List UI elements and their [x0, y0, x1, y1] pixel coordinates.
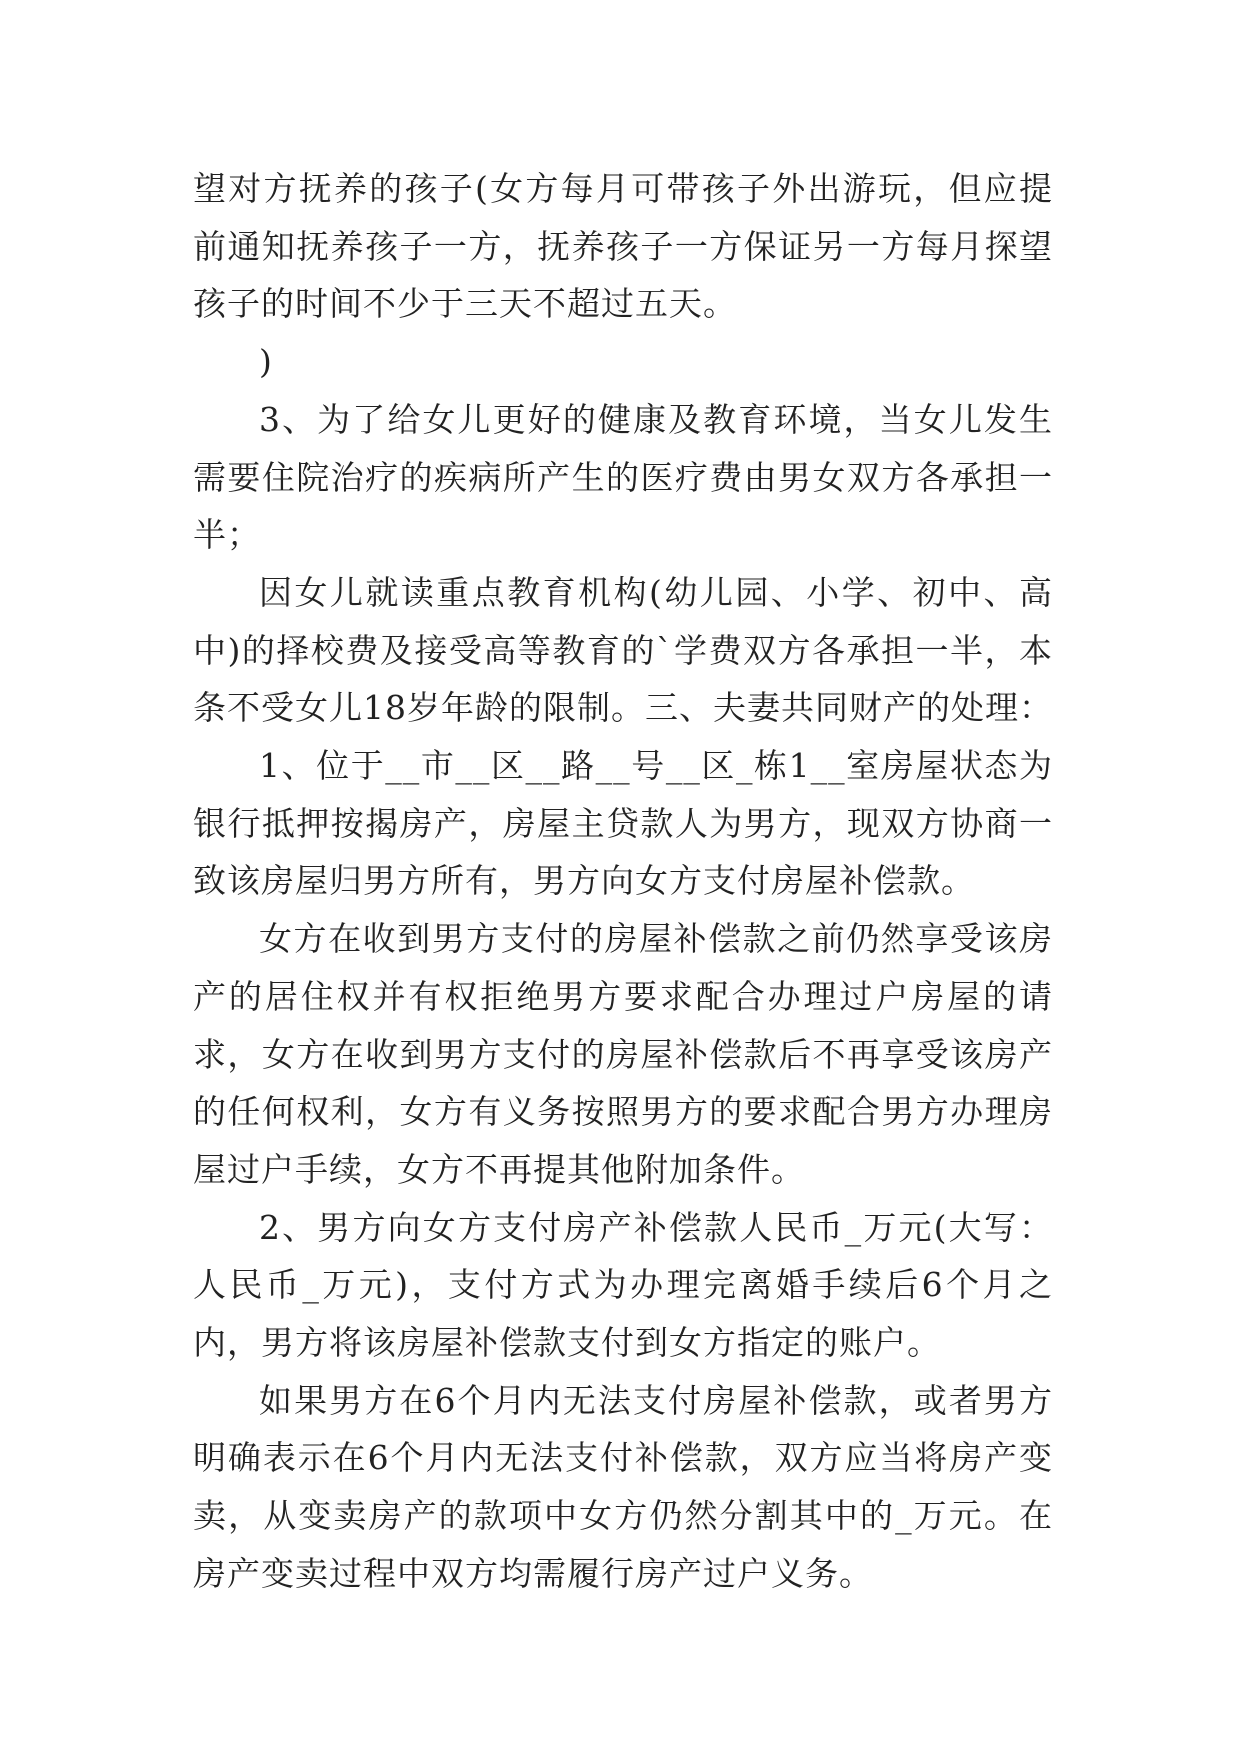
paragraph-property-ownership: 1、位于__市__区__路__号__区_栋1__室房屋状态为银行抵押按揭房产，房屋主贷款人为男方，现双方协商一致该房屋归男方所有，男方向女方支付房屋补偿款。 [193, 746, 1053, 901]
paragraph-compensation-payment: 2、男方向女方支付房产补偿款人民币_万元(大写：人民币_万元)，支付方式为办理完离婚手续后6个月之内，男方将该房屋补偿款支付到女方指定的账户。 [193, 1207, 1053, 1363]
paragraph-closing-parenthesis: ) [259, 342, 273, 382]
paragraph-education-fees: 因女儿就读重点教育机构(幼儿园、小学、初中、高中)的择校费及接受高等教育的`学费双方各承担一半，本条不受女儿18岁年龄的限制。三、夫妻共同财产的处理： [193, 572, 1053, 728]
paragraph-medical-expenses: 3、为了给女儿更好的健康及教育环境，当女儿发生需要住院治疗的疾病所产生的医疗费由男女双方各承担一半； [193, 399, 1053, 555]
document-body [193, 160, 1053, 1603]
paragraph-property-sale: 如果男方在6个月内无法支付房屋补偿款，或者男方明确表示在6个月内无法支付补偿款，双方应当将房产变卖，从变卖房产的款项中女方仍然分割其中的_万元。在房产变卖过程中双方均需履行房产过户义务。 [193, 1380, 1053, 1593]
paragraph-visitation-continuation: 望对方抚养的孩子(女方每月可带孩子外出游玩，但应提前通知抚养孩子一方，抚养孩子一方保证另一方每月探望孩子的时间不少于三天不超过五天。 [193, 169, 1053, 324]
paragraph-residence-rights: 女方在收到男方支付的房屋补偿款之前仍然享受该房产的居住权并有权拒绝男方要求配合办理过户房屋的请求，女方在收到男方支付的房屋补偿款后不再享受该房产的任何权利，女方有义务按照男方的要求配合男方办理房屋过户手续，女方不再提其他附加条件。 [193, 919, 1053, 1189]
